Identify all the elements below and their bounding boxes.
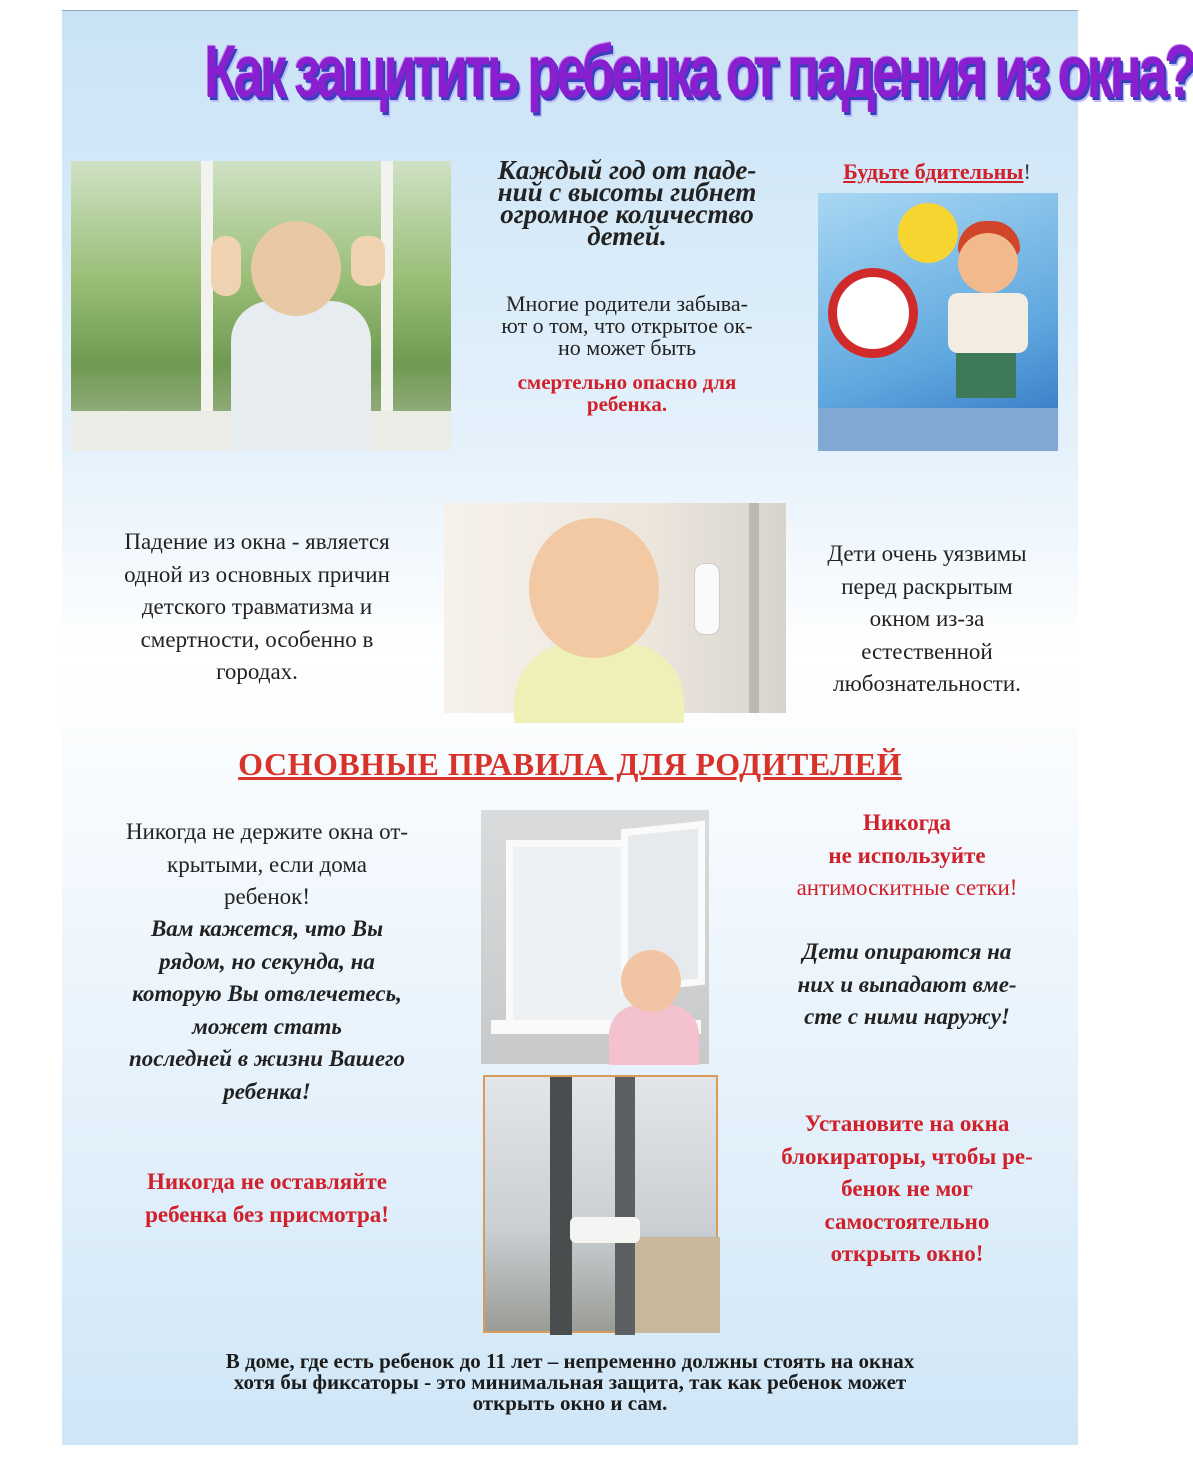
page-title: Как защитить ребенка от падения из окна?: [204, 30, 1193, 113]
rule-open-windows: Никогда не держите окна от- крытыми, если дома ребенок!: [125, 819, 409, 909]
rule-mosquito-nets: Никогда не используйте антимоскитные сетки!: [796, 810, 1018, 900]
intro-statistic: Каждый год от паде- ний с высоты гибнет огромное количество детей.: [497, 155, 757, 251]
poster: [62, 10, 1193, 1445]
parents-forget-text: Многие родители забыва- ют о том, что открытое ок- но может быть: [501, 291, 753, 360]
child-at-window-photo: [71, 161, 451, 451]
rule-nets-explanation: Дети опираются на них и выпадают вме- сте с ними наружу!: [797, 939, 1017, 1029]
deadly-warning: смертельно опасно для ребенка.: [517, 370, 737, 416]
curiosity-text: Дети очень уязвимы перед раскрытым окном из-за естественной любознательности.: [827, 541, 1027, 696]
bottom-note: В доме, где есть ребенок до 11 лет – непременно должны стоять на окнах хотя бы фиксаторы - это минимальная защита, так как ребенок может открыть окно и сам.: [225, 1349, 915, 1415]
rule-distraction: Вам кажется, что Вы рядом, но секунда, на которую Вы отвлечетесь, может стать последней в жизни Вашего ребенка!: [128, 916, 406, 1104]
open-window-child-photo: [481, 810, 709, 1064]
fall-cause-text: Падение из окна - является одной из основных причин детского травматизма и смертности, особенно в городах.: [124, 529, 390, 684]
rules-heading: ОСНОВНЫЕ ПРАВИЛА ДЛЯ РОДИТЕЛЕЙ: [238, 746, 902, 782]
be-vigilant-heading: Будьте бдительны!: [843, 159, 1031, 184]
smiling-baby-photo: [444, 503, 786, 713]
window-lock-photo: [483, 1075, 718, 1333]
rule-unattended: Никогда не оставляйте ребенка без присмотра!: [145, 1169, 389, 1227]
child-window-illustration: [818, 193, 1058, 451]
rule-window-locks: Установите на окна блокираторы, чтобы ре- бенок не мог самостоятельно открыть окно!: [781, 1111, 1033, 1266]
